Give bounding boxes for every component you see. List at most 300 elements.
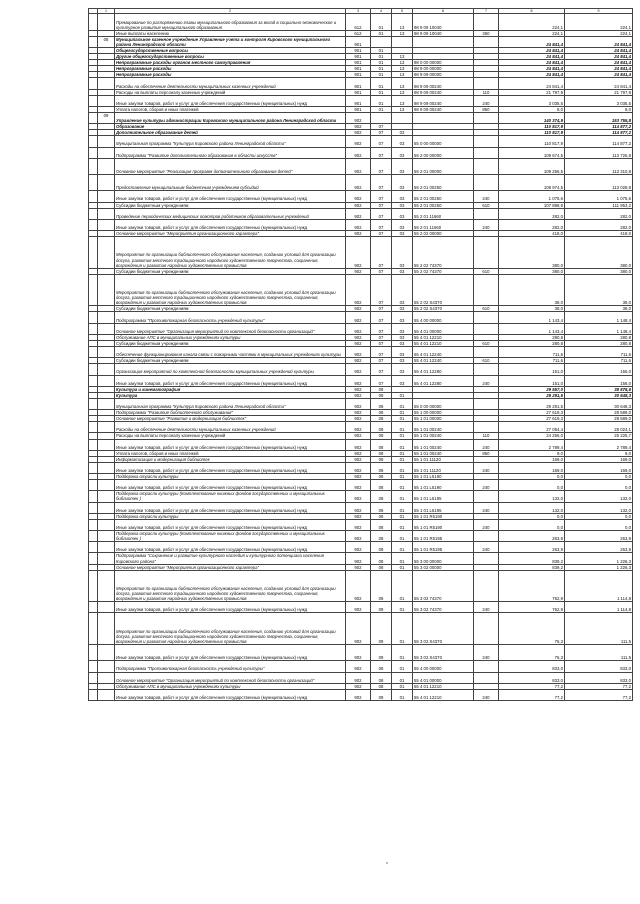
row-target-article: 55 2 01 00250 (413, 202, 474, 208)
table-row (89, 158, 633, 174)
row-section (371, 36, 392, 47)
row-amount-2020: 24 841,4 (565, 72, 633, 78)
row-ministry: 902 (346, 480, 371, 491)
row-name: Подпрограмма "Сохранение и развитие культурного наследия и культурного потенциала населения Кировского района" (115, 553, 346, 564)
table-row (89, 613, 633, 645)
row-number: 09 (98, 113, 115, 124)
row-subsection: 01 (392, 422, 413, 433)
row-target-article: 55 1 01 11120 (413, 462, 474, 473)
row-section: 07 (371, 208, 392, 219)
row-target-article: 55 1 01 L5190 (413, 474, 474, 480)
row-section: 08 (371, 491, 392, 502)
row-target-article: 55 0 00 00000 (413, 136, 474, 147)
row-amount-2019: 839,2 (499, 553, 565, 564)
row-subsection: 03 (392, 237, 413, 269)
row-amount-2020: 0,0 (565, 519, 633, 530)
row-ministry: 901 (346, 47, 371, 53)
row-section: 07 (371, 340, 392, 346)
table-row (89, 386, 633, 392)
row-amount-2020: 132,0 (565, 502, 633, 513)
row-amount-2020: 153 755,8 (565, 113, 633, 124)
row-name: Иные закупки товаров, работ и услуг для обеспечения государственных (муниципальных) нужд (115, 602, 346, 613)
row-subsection: 01 (392, 450, 413, 456)
row-expense-type (474, 491, 499, 502)
row-subsection: 03 (392, 375, 413, 386)
row-number (98, 553, 115, 564)
row-amount-2020: 25 225,7 (565, 433, 633, 439)
row-ministry: 902 (346, 386, 371, 392)
table-row (89, 274, 633, 306)
row-amount-2020: 113 028,8 (565, 175, 633, 191)
row-subsection: 01 (392, 513, 413, 519)
row-section: 07 (371, 364, 392, 375)
row-amount-2019: 109 674,5 (499, 147, 565, 158)
row-amount-2019: 29 291,5 (499, 392, 565, 398)
row-amount-2019: 38,0 (499, 306, 565, 312)
row-ministry: 902 (346, 375, 371, 386)
row-name: Управление культуры администрации Кировского муниципального района Ленинградской области (115, 113, 346, 124)
row-marker (89, 491, 98, 502)
row-subsection: 13 (392, 95, 413, 106)
row-ministry: 902 (346, 553, 371, 564)
row-subsection: 03 (392, 202, 413, 208)
row-target-article: 55 3 02 S4370 (413, 645, 474, 661)
row-amount-2019: 282,0 (499, 208, 565, 219)
row-number (98, 661, 115, 672)
row-subsection: 01 (392, 392, 413, 398)
row-name: Подпрограмма "Противопожарная безопасность учреждений культуры" (115, 312, 346, 323)
row-name: Мероприятия по организации библиотечного обслуживания населения, созданию условий для организации досуга, развития местного традиционного народного художественного творчества, сохранения, возрождения и развития народных художественных промыслов (115, 570, 346, 602)
row-section: 08 (371, 564, 392, 570)
row-name: Уплата налогов, сборов и иных платежей (115, 106, 346, 112)
row-marker (89, 422, 98, 433)
table-row (89, 375, 633, 386)
row-amount-2019: 109 256,5 (499, 158, 565, 174)
row-section: 08 (371, 474, 392, 480)
row-number (98, 645, 115, 661)
row-marker (89, 136, 98, 147)
row-amount-2019: 38,0 (499, 274, 565, 306)
row-expense-type: 240 (474, 375, 499, 386)
row-ministry: 902 (346, 661, 371, 672)
row-subsection: 03 (392, 323, 413, 334)
row-target-article: 55 2 01 00000 (413, 158, 474, 174)
table-row (89, 47, 633, 53)
row-subsection: 01 (392, 456, 413, 462)
row-amount-2020: 0,0 (565, 474, 633, 480)
row-subsection: 03 (392, 334, 413, 340)
row-subsection: 01 (392, 416, 413, 422)
row-ministry: 902 (346, 208, 371, 219)
table-row (89, 323, 633, 334)
row-ministry: 612 (346, 14, 371, 30)
row-target-article: 98 9 09 00240 (413, 78, 474, 89)
row-expense-type: 610 (474, 358, 499, 364)
row-amount-2019: 711,6 (499, 347, 565, 358)
row-name: Непрограммные расходы (115, 72, 346, 78)
row-number (98, 439, 115, 450)
row-section: 08 (371, 450, 392, 456)
row-name: Иные закупки товаров, работ и услуг для обеспечения государственных (муниципальных) нужд (115, 542, 346, 553)
row-section: 01 (371, 47, 392, 53)
row-number (98, 491, 115, 502)
table-row (89, 136, 633, 147)
row-section: 08 (371, 433, 392, 439)
row-amount-2020: 0,0 (565, 480, 633, 491)
row-expense-type: 610 (474, 306, 499, 312)
row-ministry: 901 (346, 95, 371, 106)
table-row (89, 531, 633, 542)
row-section: 01 (371, 66, 392, 72)
row-section: 01 (371, 89, 392, 95)
row-target-article: 55 4 01 12280 (413, 375, 474, 386)
row-ministry: 902 (346, 502, 371, 513)
row-marker (89, 191, 98, 202)
row-ministry: 902 (346, 416, 371, 422)
row-marker (89, 364, 98, 375)
table-row (89, 89, 633, 95)
row-expense-type: 240 (474, 462, 499, 473)
row-ministry: 902 (346, 347, 371, 358)
row-subsection: 01 (392, 683, 413, 689)
row-amount-2019: 77,2 (499, 683, 565, 689)
row-name: Иные закупки товаров, работ и услуг для обеспечения государственных (муниципальных) нужд (115, 191, 346, 202)
row-name: Непрограммные расходы (115, 66, 346, 72)
row-section: 07 (371, 334, 392, 340)
row-amount-2019: 0,0 (499, 519, 565, 530)
row-marker (89, 502, 98, 513)
row-subsection: 03 (392, 358, 413, 364)
row-ministry: 902 (346, 456, 371, 462)
row-number (98, 312, 115, 323)
row-amount-2019: 380,0 (499, 237, 565, 269)
row-expense-type (474, 364, 499, 375)
row-subsection: 03 (392, 312, 413, 323)
row-section: 07 (371, 130, 392, 136)
table-row (89, 602, 633, 613)
row-amount-2019: 280,8 (499, 334, 565, 340)
row-amount-2019: 132,0 (499, 502, 565, 513)
row-subsection: 03 (392, 347, 413, 358)
row-expense-type (474, 570, 499, 602)
row-marker (89, 531, 98, 542)
row-marker (89, 175, 98, 191)
row-expense-type (474, 136, 499, 147)
row-name: Субсидии бюджетным учреждениям (115, 340, 346, 346)
row-amount-2020: 77,2 (565, 689, 633, 700)
row-amount-2020: 24 841,4 (565, 60, 633, 66)
table-row (89, 147, 633, 158)
row-ministry: 902 (346, 439, 371, 450)
row-section: 08 (371, 480, 392, 491)
row-ministry: 902 (346, 274, 371, 306)
row-amount-2019: 132,0 (499, 491, 565, 502)
row-target-article: 55 3 02 74370 (413, 602, 474, 613)
row-section: 07 (371, 237, 392, 269)
row-marker (89, 147, 98, 158)
row-number (98, 672, 115, 683)
row-section: 08 (371, 456, 392, 462)
row-marker (89, 323, 98, 334)
row-ministry: 902 (346, 358, 371, 364)
row-subsection: 03 (392, 231, 413, 237)
row-amount-2019: 107 898,9 (499, 202, 565, 208)
row-number (98, 158, 115, 174)
row-amount-2020: 28 589,0 (565, 410, 633, 416)
row-amount-2020: 24 841,4 (565, 66, 633, 72)
table-row (89, 422, 633, 433)
row-ministry: 902 (346, 340, 371, 346)
row-section: 01 (371, 60, 392, 66)
row-marker (89, 519, 98, 530)
row-name: Культура (115, 392, 346, 398)
header-cell: 4 (371, 9, 392, 14)
row-amount-2019: 280,8 (499, 340, 565, 346)
row-amount-2020: 280,8 (565, 340, 633, 346)
row-name: Информатизация и модернизация библиотек (115, 456, 346, 462)
row-subsection: 03 (392, 175, 413, 191)
row-amount-2019: 762,9 (499, 602, 565, 613)
row-expense-type (474, 175, 499, 191)
row-expense-type (474, 147, 499, 158)
row-section (371, 113, 392, 124)
row-subsection: 01 (392, 491, 413, 502)
row-section: 08 (371, 410, 392, 416)
row-amount-2020: 38,0 (565, 274, 633, 306)
row-amount-2020: 38 878,6 (565, 386, 633, 392)
row-ministry: 902 (346, 474, 371, 480)
table-row (89, 208, 633, 219)
row-amount-2019: 418,0 (499, 231, 565, 237)
table-row (89, 347, 633, 358)
row-name: Основное мероприятие "Реализация программ дополнительного образования детей" (115, 158, 346, 174)
table-row (89, 462, 633, 473)
row-amount-2019: 110 817,9 (499, 136, 565, 147)
row-amount-2019: 3 035,5 (499, 95, 565, 106)
row-name: Иные закупки товаров, работ и услуг для обеспечения государственных (муниципальных) нужд (115, 502, 346, 513)
row-section: 08 (371, 392, 392, 398)
row-target-article: 55 1 01 L5195 (413, 502, 474, 513)
row-name: Общегосударственные вопросы (115, 47, 346, 53)
row-expense-type: 850 (474, 450, 499, 456)
row-expense-type (474, 531, 499, 542)
row-subsection: 03 (392, 136, 413, 147)
row-name: Субсидии бюджетным учреждениям (115, 268, 346, 274)
row-amount-2019: 24 841,4 (499, 66, 565, 72)
row-ministry: 902 (346, 334, 371, 340)
row-target-article: 55 4 01 12280 (413, 364, 474, 375)
row-amount-2019: 24 841,4 (499, 60, 565, 66)
row-amount-2020: 282,0 (565, 208, 633, 219)
row-subsection: 03 (392, 364, 413, 375)
row-expense-type (474, 274, 499, 306)
row-ministry: 902 (346, 219, 371, 230)
row-expense-type (474, 422, 499, 433)
row-expense-type: 240 (474, 191, 499, 202)
row-number (98, 613, 115, 645)
row-section: 07 (371, 191, 392, 202)
row-amount-2019: 169,0 (499, 462, 565, 473)
row-ministry: 902 (346, 613, 371, 645)
row-target-article: 98 9 09 10040 (413, 14, 474, 30)
row-marker (89, 312, 98, 323)
table-row (89, 519, 633, 530)
row-amount-2020: 1 075,6 (565, 191, 633, 202)
row-section: 01 (371, 14, 392, 30)
row-amount-2019: 0,0 (499, 480, 565, 491)
row-number (98, 208, 115, 219)
row-target-article: 98 9 09 10040 (413, 30, 474, 36)
row-amount-2020: 113 726,8 (565, 147, 633, 158)
row-ministry: 902 (346, 312, 371, 323)
row-amount-2020: 2 789,4 (565, 439, 633, 450)
row-expense-type (474, 613, 499, 645)
row-ministry: 902 (346, 683, 371, 689)
row-marker (89, 462, 98, 473)
row-name: Премирование по распоряжению главы муниципального образования за вклад в социально-экономическое и культурное развитие муниципального образования (115, 14, 346, 30)
row-name: Иные закупки товаров, работ и услуг для обеспечения государственных (муниципальных) нужд (115, 519, 346, 530)
row-name: Расходы на обеспечение деятельности муниципальных казенных учреждений (115, 422, 346, 433)
row-section: 01 (371, 95, 392, 106)
row-target-article: 55 4 01 12210 (413, 683, 474, 689)
row-amount-2020: 3 035,5 (565, 95, 633, 106)
table-row (89, 113, 633, 124)
row-name: Субсидии бюджетным учреждениям (115, 306, 346, 312)
row-amount-2020: 21 797,9 (565, 89, 633, 95)
row-name: Поддержка отрасли культуры (115, 513, 346, 519)
row-subsection: 03 (392, 340, 413, 346)
row-name: Основное мероприятие "Развитие и модернизация библиотек" (115, 416, 346, 422)
row-target-article: 55 3 00 00000 (413, 553, 474, 564)
row-ministry: 902 (346, 491, 371, 502)
row-ministry: 901 (346, 72, 371, 78)
row-ministry: 902 (346, 147, 371, 158)
row-expense-type (474, 661, 499, 672)
row-amount-2019: 76,3 (499, 613, 565, 645)
row-amount-2020: 1 226,3 (565, 564, 633, 570)
row-ministry: 902 (346, 570, 371, 602)
row-amount-2020: 1 226,3 (565, 553, 633, 564)
row-target-article: 55 1 01 11120 (413, 456, 474, 462)
table-row (89, 130, 633, 136)
row-ministry: 902 (346, 202, 371, 208)
row-ministry: 902 (346, 392, 371, 398)
row-marker (89, 274, 98, 306)
row-name: Основное мероприятие "Организация мероприятий по комплексной безопасности организаций" (115, 672, 346, 683)
row-subsection: 03 (392, 147, 413, 158)
row-amount-2020: 28 589,0 (565, 416, 633, 422)
table-row (89, 410, 633, 416)
row-target-article: 55 4 01 12210 (413, 334, 474, 340)
row-amount-2020: 111,5 (565, 645, 633, 661)
row-ministry: 902 (346, 113, 371, 124)
row-number (98, 78, 115, 89)
row-section: 07 (371, 306, 392, 312)
row-section: 07 (371, 202, 392, 208)
row-amount-2020: 24 841,4 (565, 54, 633, 60)
scan-speck (386, 862, 388, 864)
table-row (89, 502, 633, 513)
table-row (89, 219, 633, 230)
row-ministry: 902 (346, 268, 371, 274)
row-marker (89, 36, 98, 47)
row-amount-2019: 169,0 (499, 456, 565, 462)
row-target-article: 98 9 09 00240 (413, 89, 474, 95)
row-ministry: 902 (346, 433, 371, 439)
row-expense-type (474, 78, 499, 89)
table-row (89, 433, 633, 439)
table-row (89, 689, 633, 700)
row-subsection: 03 (392, 130, 413, 136)
row-amount-2019: 24 841,4 (499, 78, 565, 89)
row-ministry: 902 (346, 531, 371, 542)
row-expense-type: 610 (474, 202, 499, 208)
row-amount-2020: 282,0 (565, 219, 633, 230)
row-expense-type: 240 (474, 480, 499, 491)
row-name: Подпрограмма "Развитие дополнительного образования в области искусств" (115, 147, 346, 158)
row-name: Непрограммные расходы органов местного самоуправления (115, 60, 346, 66)
row-ministry: 902 (346, 130, 371, 136)
header-cell: 6 (413, 9, 474, 14)
row-number: 08 (98, 36, 115, 47)
row-target-article: 55 3 02 S4370 (413, 613, 474, 645)
row-amount-2019: 839,2 (499, 564, 565, 570)
row-amount-2019: 110 817,9 (499, 130, 565, 136)
row-target-article: 55 3 02 74370 (413, 570, 474, 602)
header-cell: 3 (346, 9, 371, 14)
row-ministry: 902 (346, 323, 371, 334)
row-subsection: 03 (392, 219, 413, 230)
row-subsection (392, 113, 413, 124)
row-target-article: 55 2 01 11660 (413, 219, 474, 230)
row-name: Основное мероприятие "Мероприятия организационного характера" (115, 564, 346, 570)
header-cell: 9 (565, 9, 633, 14)
row-target-article (413, 113, 474, 124)
row-expense-type: 850 (474, 106, 499, 112)
table-row (89, 14, 633, 30)
row-subsection: 01 (392, 531, 413, 542)
row-expense-type (474, 398, 499, 409)
row-ministry: 902 (346, 158, 371, 174)
header-cell: 8 (499, 9, 565, 14)
row-amount-2020: 711,6 (565, 347, 633, 358)
row-section: 07 (371, 274, 392, 306)
row-subsection: 03 (392, 274, 413, 306)
row-ministry: 901 (346, 66, 371, 72)
row-section: 08 (371, 398, 392, 409)
row-subsection: 01 (392, 462, 413, 473)
row-amount-2020: 77,2 (565, 683, 633, 689)
row-subsection: 01 (392, 553, 413, 564)
table-row (89, 60, 633, 66)
row-target-article: 55 1 00 00000 (413, 410, 474, 416)
row-amount-2020: 224,1 (565, 14, 633, 30)
row-subsection: 01 (392, 439, 413, 450)
row-expense-type: 240 (474, 519, 499, 530)
row-section: 07 (371, 136, 392, 147)
row-target-article: 98 9 09 00240 (413, 95, 474, 106)
row-section: 08 (371, 542, 392, 553)
row-amount-2019: 0,0 (499, 474, 565, 480)
row-section: 01 (371, 54, 392, 60)
row-target-article: 55 2 02 00000 (413, 231, 474, 237)
row-subsection: 03 (392, 158, 413, 174)
row-amount-2020: 169,0 (565, 456, 633, 462)
row-expense-type: 610 (474, 268, 499, 274)
row-amount-2019: 711,6 (499, 358, 565, 364)
header-cell: 2 (115, 9, 346, 14)
row-target-article (413, 36, 474, 47)
